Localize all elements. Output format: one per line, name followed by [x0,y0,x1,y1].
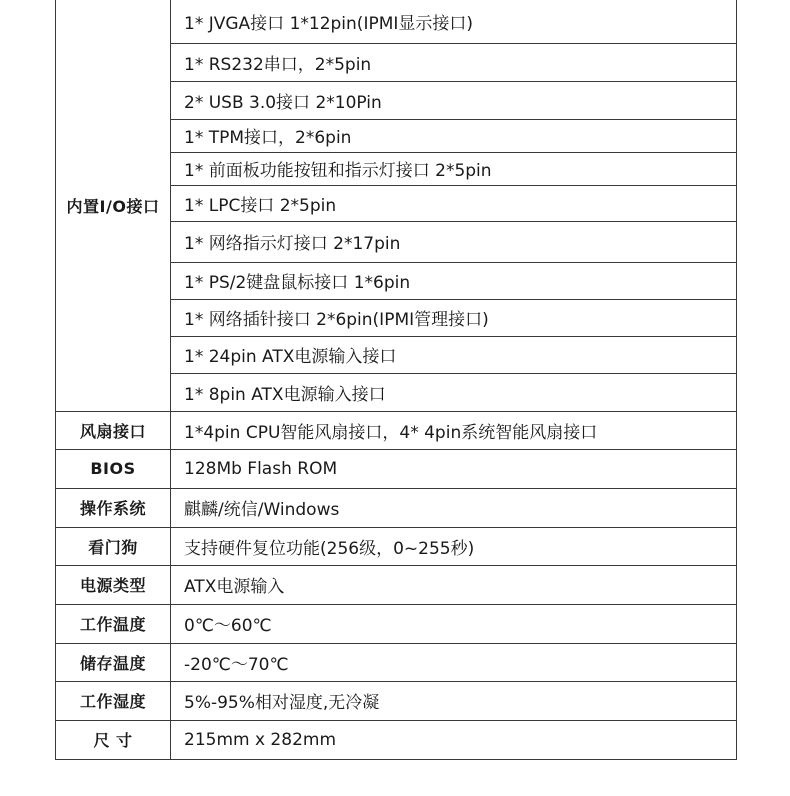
fan-value: 1*4pin CPU智能风扇接口，4* 4pin系统智能风扇接口 [171,411,737,449]
watchdog-row [56,527,737,565]
dimensions-row [56,720,737,759]
bios-value: 128Mb Flash ROM [171,449,737,488]
os-value: 麒麟/统信/Windows [171,488,737,527]
io-item: 1* 8pin ATX电源输入接口 [171,373,737,411]
io-item: 1* 24pin ATX电源输入接口 [171,336,737,373]
io-item: 1* JVGA接口 1*12pin(IPMI显示接口) [171,0,737,43]
watchdog-value: 支持硬件复位功能(256级，0~255秒) [171,527,737,565]
humidity-label: 工作湿度 [56,681,171,720]
fan-label: 风扇接口 [56,411,171,449]
io-item: 1* 网络插针接口 2*6pin(IPMI管理接口) [171,299,737,336]
fan-row [56,411,737,449]
operating-temp-label: 工作温度 [56,604,171,643]
storage-temp-value: -20℃～70℃ [171,643,737,681]
bios-row [56,449,737,488]
humidity-value: 5%-95%相对湿度,无冷凝 [171,681,737,720]
storage-temp-label: 储存温度 [56,643,171,681]
os-row [56,488,737,527]
storage-temp-row [56,643,737,681]
io-item: 1* RS232串口，2*5pin [171,43,737,81]
power-type-label: 电源类型 [56,565,171,604]
io-item: 2* USB 3.0接口 2*10Pin [171,81,737,119]
io-item: 1* 前面板功能按钮和指示灯接口 2*5pin [171,152,737,185]
dimensions-label: 尺 寸 [56,720,171,759]
bios-label: BIOS [56,449,171,488]
io-item: 1* PS/2键盘鼠标接口 1*6pin [171,262,737,299]
power-type-value: ATX电源输入 [171,565,737,604]
os-label: 操作系统 [56,488,171,527]
io-group-label: 内置I/O接口 [56,0,171,411]
io-item: 1* LPC接口 2*5pin [171,185,737,221]
spec-table [55,0,737,760]
operating-temp-value: 0℃～60℃ [171,604,737,643]
io-item: 1* 网络指示灯接口 2*17pin [171,221,737,262]
watchdog-label: 看门狗 [56,527,171,565]
io-row-1 [56,0,737,43]
humidity-row [56,681,737,720]
dimensions-value: 215mm x 282mm [171,720,737,759]
io-item: 1* TPM接口，2*6pin [171,119,737,152]
operating-temp-row [56,604,737,643]
power-type-row [56,565,737,604]
